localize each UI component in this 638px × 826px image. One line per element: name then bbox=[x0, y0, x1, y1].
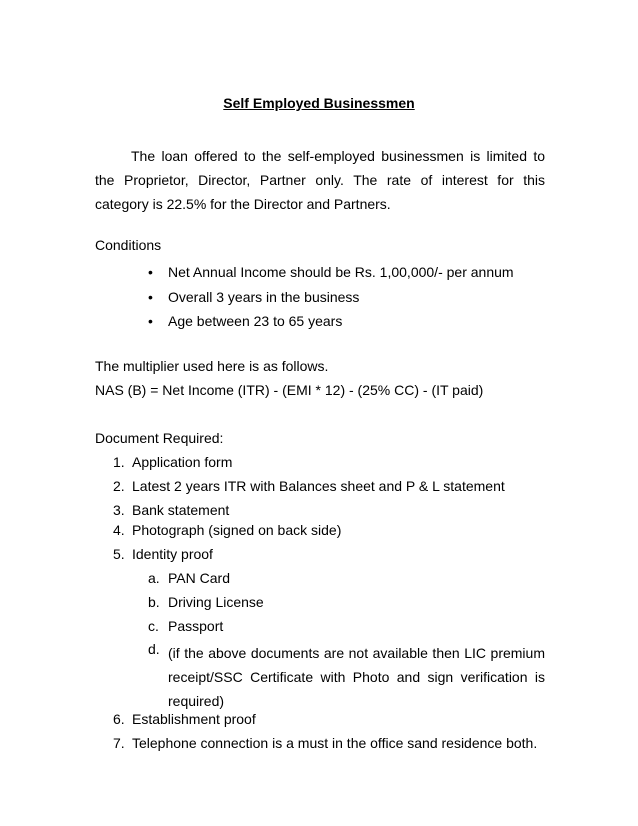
item-number: 5. bbox=[113, 546, 125, 562]
document-item bbox=[113, 546, 213, 562]
item-text: Identity proof bbox=[132, 546, 213, 562]
identity-subitem bbox=[148, 594, 264, 610]
condition-item bbox=[148, 313, 342, 329]
condition-text: Age between 23 to 65 years bbox=[168, 313, 343, 329]
subitem-letter: a. bbox=[148, 570, 160, 586]
document-item bbox=[113, 502, 229, 518]
bullet-icon: • bbox=[148, 264, 153, 280]
item-number: 4. bbox=[113, 522, 125, 538]
subitem-text: Driving License bbox=[168, 594, 264, 610]
conditions-heading: Conditions bbox=[95, 237, 162, 253]
subitem-text: Passport bbox=[168, 618, 224, 634]
identity-subitem bbox=[148, 618, 223, 634]
item-number: 7. bbox=[113, 735, 125, 751]
subitem-text: (if the above documents are not available then LIC premium receipt/SSC Certificate with Photo and sign verification is required) bbox=[168, 645, 545, 709]
subitem-letter: c. bbox=[148, 618, 159, 634]
condition-item bbox=[148, 289, 359, 305]
item-number: 2. bbox=[113, 478, 125, 494]
subitem-text: PAN Card bbox=[168, 570, 230, 586]
subitem-letter: d. bbox=[148, 641, 160, 657]
item-number: 6. bbox=[113, 711, 125, 727]
condition-text: Net Annual Income should be Rs. 1,00,000/- per annum bbox=[168, 264, 514, 280]
multiplier-formula: NAS (B) = Net Income (ITR) - (EMI * 12) - (25% CC) - (IT paid) bbox=[95, 382, 484, 398]
item-number: 3. bbox=[113, 502, 125, 518]
identity-subitem bbox=[148, 641, 545, 713]
subitem-letter: b. bbox=[148, 594, 160, 610]
item-text: Telephone connection is a must in the office sand residence both. bbox=[132, 735, 538, 751]
document-item bbox=[113, 735, 537, 751]
bullet-icon: • bbox=[148, 289, 153, 305]
item-text: Latest 2 years ITR with Balances sheet and P & L statement bbox=[132, 478, 505, 494]
document-item bbox=[113, 711, 256, 727]
multiplier-heading: The multiplier used here is as follows. bbox=[95, 358, 329, 374]
item-text: Application form bbox=[132, 454, 233, 470]
document-item bbox=[113, 522, 341, 538]
document-title: Self Employed Businessmen bbox=[223, 95, 415, 111]
intro-paragraph: The loan offered to the self-employed businessmen is limited to the Proprietor, Director, Partner only. The rate of interest for this category is 22.5% for the Director and Partners. bbox=[95, 148, 545, 212]
condition-item bbox=[148, 264, 514, 280]
document-item bbox=[113, 478, 505, 494]
bullet-icon: • bbox=[148, 313, 153, 329]
document-item bbox=[113, 454, 232, 470]
item-text: Photograph (signed on back side) bbox=[132, 522, 342, 538]
condition-text: Overall 3 years in the business bbox=[168, 289, 360, 305]
documents-heading: Document Required: bbox=[95, 430, 224, 446]
identity-subitem bbox=[148, 570, 230, 586]
item-text: Bank statement bbox=[132, 502, 230, 518]
item-number: 1. bbox=[113, 454, 125, 470]
item-text: Establishment proof bbox=[132, 711, 256, 727]
